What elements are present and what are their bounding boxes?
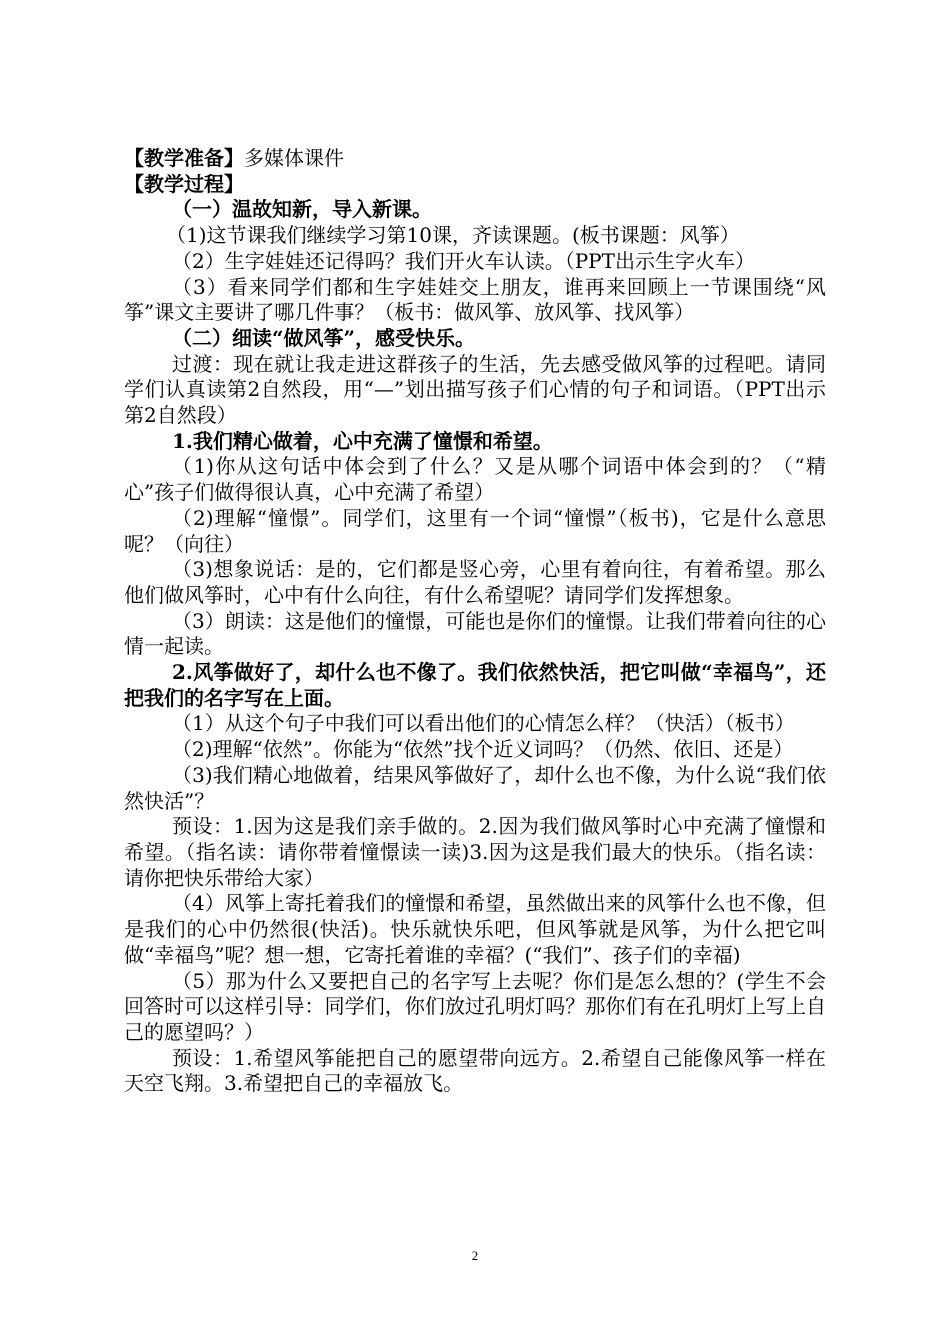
paragraph-text: 多媒体课件 xyxy=(244,146,344,170)
document-body xyxy=(124,146,826,1097)
paragraph: 预设：1.因为这是我们亲手做的。2.因为我们做风筝时心中充满了憧憬和希望。（指名读：请你带着憧憬读一读)3.因为这是我们最大的快乐。（指名读：请你把快乐带给大家） xyxy=(124,814,826,890)
paragraph: （2)理解“依然”。你能为“依然”找个近义词吗？（仍然、依旧、还是） xyxy=(172,737,794,762)
paragraph: （3）看来同学们都和生字娃娃交上朋友，谁再来回顾上一节课围绕“风筝”课文主要讲了哪几件事？（板书：做风筝、放风筝、找风筝） xyxy=(124,274,826,325)
subsection-heading: （一）温故知新，导入新课。 xyxy=(172,197,432,222)
page-number: 2 xyxy=(471,1248,479,1263)
paragraph: （2）生字娃娃还记得吗？我们开火车认读。（PPT出示生字火车） xyxy=(172,248,755,273)
paragraph: （5）那为什么又要把自己的名字写上去呢？你们是怎么想的？(学生不会回答时可以这样引导：同学们，你们放过孔明灯吗？那你们有在孔明灯上写上自己的愿望吗？） xyxy=(124,968,826,1044)
paragraph: 过渡：现在就让我走进这群孩子的生活，先去感受做风筝的过程吧。请同学们认真读第2自然段，用“—”划出描写孩子们心情的句子和词语。（PPT出示第2自然段） xyxy=(124,351,826,428)
paragraph: （2)理解“憧憬”。同学们，这里有一个词“憧憬”（板书)，它是什么意思呢？（向往） xyxy=(124,505,826,556)
key-sentence: 2.风筝做好了，却什么也不像了。我们依然快活，把它叫做“幸福鸟”，还把我们的名字写在上面。 xyxy=(124,660,826,710)
paragraph: （1)这节课我们继续学习第10课，齐读课题。(板书课题：风筝） xyxy=(166,223,740,248)
paragraph: （3)我们精心地做着，结果风筝做好了，却什么也不像，为什么说“我们依然快活”？ xyxy=(124,762,826,813)
teaching-preparation xyxy=(124,146,826,172)
section-heading: 【教学过程】 xyxy=(124,171,244,196)
paragraph: （1）从这个句子中我们可以看出他们的心情怎么样？（快活）（板书） xyxy=(172,711,795,736)
paragraph: （1)你从这句话中体会到了什么？又是从哪个词语中体会到的？（“精心”孩子们做得很认真，心中充满了希望） xyxy=(124,454,826,505)
paragraph: （3)想象说话：是的，它们都是竖心旁，心里有着向往，有着希望。那么他们做风筝时，心中有什么向往，有什么希望呢？请同学们发挥想象。 xyxy=(124,557,826,607)
section-heading: 【教学准备】 xyxy=(124,146,244,170)
subsection-heading: （二）细读“做风筝”，感受快乐。 xyxy=(172,325,476,350)
paragraph: （3）朗读：这是他们的憧憬，可能也是你们的憧憬。让我们带着向往的心情一起读。 xyxy=(124,608,826,659)
paragraph: 预设：1.希望风筝能把自己的愿望带向远方。2.希望自己能像风筝一样在天空飞翔。3.希望把自己的幸福放飞。 xyxy=(124,1045,826,1096)
paragraph: （4）风筝上寄托着我们的憧憬和希望，虽然做出来的风筝什么也不像，但是我们的心中仍然很(快活)。快乐就快乐吧，但风筝就是风筝，为什么把它叫做“幸福鸟”呢？想一想，它寄托着谁的幸福？(“我们”、孩子们的幸福) xyxy=(124,891,826,967)
key-sentence: 1.我们精心做着，心中充满了憧憬和希望。 xyxy=(172,428,553,453)
